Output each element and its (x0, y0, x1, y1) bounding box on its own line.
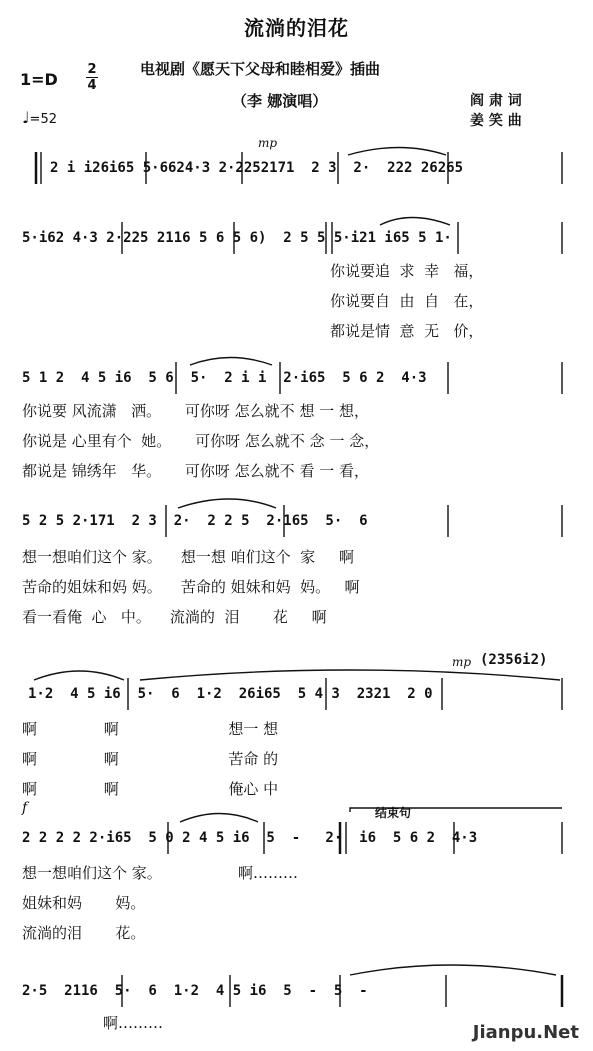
lyric-4-verse-2: 苦命的姐妹和妈 妈。 苦命的 姐妹和妈 妈。 啊 (22, 578, 360, 596)
lyric-4-verse-1: 想一想咱们这个 家。 想一想 咱们这个 家 啊 (22, 548, 354, 566)
score-line-5: 1·2 4 5 i6 5· 6 1·2 26i65 5 4 3 2321 2 0 (28, 686, 433, 702)
score-line-3: 5 1 2 4 5 i6 5 6 5· 2 i i 2·i65 5 6 2 4·3 (22, 370, 427, 386)
key-signature: 1=D (20, 70, 58, 89)
lyric-5-verse-1: 啊 啊 想一 想 (22, 720, 279, 738)
song-subtitle: 电视剧《愿天下父母和睦相爱》插曲 (140, 60, 381, 78)
lyric-2-verse-1: 你说要追 求 幸 福， (330, 262, 484, 280)
time-top: 2 (87, 62, 97, 77)
quarter-note-icon: ♩ (22, 108, 30, 127)
dynamic-f: f (22, 800, 28, 816)
lyric-6-verse-2: 姐妹和妈 妈。 (22, 894, 146, 912)
lyric-6-verse-1: 想一想咱们这个 家。 啊……… (22, 864, 299, 882)
lyric-5-verse-2: 啊 啊 苦命 的 (22, 750, 279, 768)
score-line-6: 2 2 2 2 2·i65 5 0 2 4 5 i6 5 - 2· i6 5 6 2 4·3 (22, 830, 478, 846)
site-watermark: Jianpu.Net (472, 1022, 579, 1043)
score-line-1: 2 i i26i65 5·6624·3 2·2252171 2 3 2· 222 26265 (50, 160, 464, 176)
lyric-7-verse-1: 啊……… (22, 1014, 164, 1032)
tempo-value: =52 (29, 112, 57, 127)
lyricist-credit: 阎 肃 词 (470, 93, 522, 109)
lyric-3-verse-2: 你说是 心里有个 她。 可你呀 怎么就不 念 一 念， (22, 432, 380, 450)
score-line-2: 5·i62 4·3 2·225 2116 5 6 5 6) 2 5 5 5·i21 i65 5 1· (22, 230, 452, 246)
lyric-2-verse-2: 你说要自 由 自 在， (330, 292, 484, 310)
composer-credit: 姜 笑 曲 (470, 113, 522, 129)
score-line-7: 2·5 2116 5· 6 1·2 4 5 i6 5 - 5 - (22, 983, 368, 999)
ending-label: 结束句 (372, 804, 414, 821)
lyric-6-verse-3: 流淌的泪 花。 (22, 924, 146, 942)
dynamic-mp-2: mp (452, 655, 472, 669)
score-line-4: 5 2 5 2·171 2 3 2· 2 2 5 2·165 5· 6 (22, 513, 368, 529)
song-title: 流淌的泪花 (244, 16, 349, 40)
lyric-2-verse-3: 都说是情 意 无 价， (330, 322, 484, 340)
singer-credit: （李 娜演唱） (232, 92, 328, 110)
lyric-4-verse-3: 看一看俺 心 中。 流淌的 泪 花 啊 (22, 608, 327, 626)
time-bottom: 4 (87, 78, 97, 93)
dynamic-mp-1: mp (258, 136, 278, 150)
lyric-3-verse-1: 你说要 风流潇 洒。 可你呀 怎么就不 想 一 想， (22, 402, 369, 420)
ornament-group: (2356i2) (480, 652, 548, 668)
lyric-3-verse-3: 都说是 锦绣年 华。 可你呀 怎么就不 看 一 看， (22, 462, 369, 480)
lyric-5-verse-3: 啊 啊 俺心 中 (22, 780, 279, 798)
